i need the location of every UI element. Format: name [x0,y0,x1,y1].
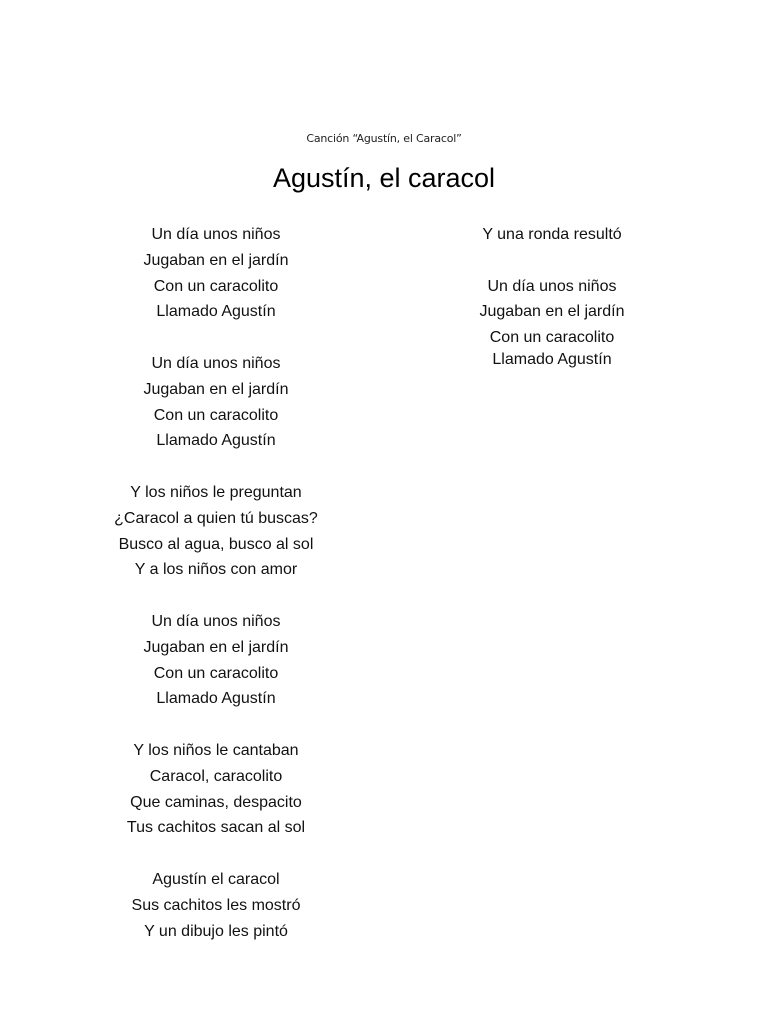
lyric-line: Jugaban en el jardín [479,303,625,321]
stanza [422,222,682,248]
lyric-line: Jugaban en el jardín [143,380,289,398]
lyric-line: Y los niños le preguntan [130,483,302,501]
stanza [86,867,346,944]
lyric-line: Con un caracolito [153,406,279,424]
lyric-line: Llamado Agustín [156,690,276,708]
lyric-line: Un día unos niños [151,612,281,630]
stanza [86,222,346,325]
lyric-line: Tus cachitos sacan al sol [126,819,306,837]
lyrics-right-column [422,222,682,399]
stanza [86,351,346,454]
lyric-line: Y a los niños con amor [134,561,298,579]
lyric-line: Jugaban en el jardín [143,638,289,656]
lyric-line: Llamado Agustín [492,350,612,368]
lyric-line: Un día unos niños [151,354,281,372]
lyric-line: Un día unos niños [151,226,281,243]
lyric-line: Jugaban en el jardín [143,251,289,269]
lyric-line: Sus cachitos les mostró [131,896,301,914]
song-title: Agustín, el caracol [272,163,496,193]
stanza [86,609,346,712]
lyric-line: Llamado Agustín [156,303,276,321]
lyric-line: Busco al agua, busco al sol [118,535,314,553]
lyric-line: Y los niños le cantaban [133,741,299,759]
lyric-line: Con un caracolito [489,329,615,347]
stanza [86,480,346,583]
song-caption: Canción “Agustín, el Caracol” [306,132,462,145]
lyric-line: Un día unos niños [487,277,617,295]
stanza [422,274,682,373]
lyric-line: Agustín el caracol [152,870,280,888]
lyric-line: Y un dibujo les pintó [144,922,288,940]
lyric-line: Con un caracolito [153,664,279,682]
lyrics-left-column [86,222,346,970]
lyric-line: Llamado Agustín [156,432,276,450]
lyric-line: Caracol, caracolito [149,767,283,785]
stanza [86,738,346,841]
lyric-line: Que caminas, despacito [130,793,302,811]
lyric-line: Con un caracolito [153,277,279,295]
lyric-line: Y una ronda resultó [482,226,622,243]
lyric-line: ¿Caracol a quien tú buscas? [114,509,318,527]
